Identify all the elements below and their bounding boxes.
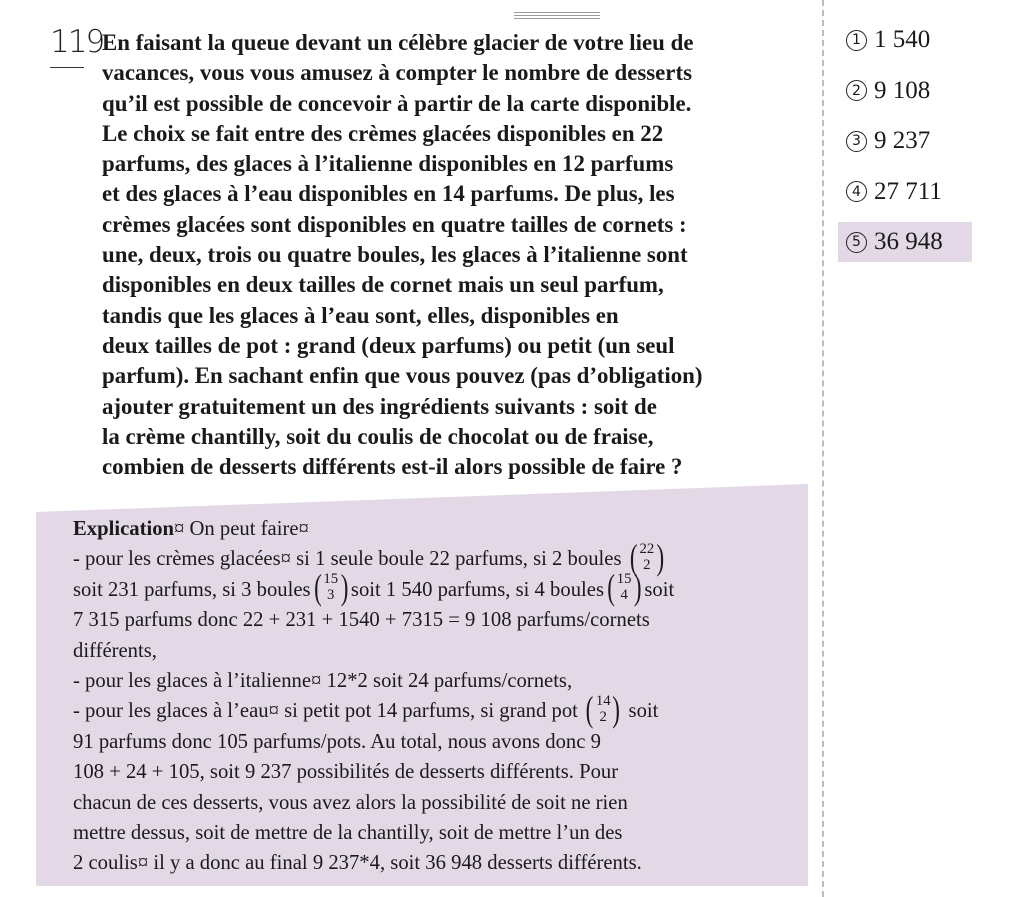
question-line: disponibles en deux tailles de cornet mais un seul parfum, xyxy=(102,272,664,298)
binomial-coefficient: ( 15 3 ) xyxy=(313,566,348,607)
option-number-badge: 5 xyxy=(846,232,867,253)
option-value: 9 237 xyxy=(874,127,931,154)
option-number-badge: 2 xyxy=(846,80,867,101)
explanation-line: 108 + 24 + 105, soit 9 237 possibilités de desserts différents. Pour xyxy=(73,759,619,784)
binomial-coefficient: ( 22 2 ) xyxy=(629,536,664,577)
explanation-line: chacun de ces desserts, vous avez alors la possibilité de soit ne rien xyxy=(73,789,628,814)
question-line: combien de desserts différents est-il alors possible de faire ? xyxy=(102,454,683,480)
question-line: la crème chantilly, soit du coulis de chocolat ou de fraise, xyxy=(102,423,654,449)
explanation-line: - pour les glaces à l’eau¤ si petit pot 14 parfums, si grand pot ( 14 2 ) soit xyxy=(73,688,659,729)
header-ornament xyxy=(514,12,600,21)
question-line: ajouter gratuitement un des ingrédients suivants : soit de xyxy=(102,393,657,419)
question-line: crèmes glacées sont disponibles en quatre tailles de cornets : xyxy=(102,211,687,237)
question-line: qu’il est possible de concevoir à partir de la carte disponible. xyxy=(102,90,692,116)
explanation-line: soit 231 parfums, si 3 boules ( 15 3 ) soit 1 540 parfums, si 4 boules ( 15 4 ) soit xyxy=(73,566,675,607)
option-number-badge: 1 xyxy=(846,30,867,51)
question-line: Le choix se fait entre des crèmes glacées disponibles en 22 xyxy=(102,120,664,146)
question-line: parfum). En sachant enfin que vous pouvez (pas d’obligation) xyxy=(102,363,703,389)
option-value: 27 711 xyxy=(874,177,942,205)
answer-option-3[interactable] xyxy=(838,121,972,161)
binomial-coefficient: ( 15 4 ) xyxy=(607,566,642,607)
option-value: 1 540 xyxy=(874,26,931,53)
explanation-line: différents, xyxy=(73,637,157,662)
explanation-line: - pour les crèmes glacées¤ si 1 seule boule 22 parfums, si 2 boules ( 22 2 ) xyxy=(73,543,801,573)
explanation-line: - pour les glaces à l’italienne¤ 12*2 soit 24 parfums/cornets, xyxy=(73,667,573,692)
explanation-line: 2 coulis¤ il y a donc au final 9 237*4, soit 36 948 desserts différents. xyxy=(73,850,642,875)
answer-choices xyxy=(838,20,972,273)
explanation-line: mettre dessus, soit de mettre de la chantilly, soit de mettre l’un des xyxy=(73,819,623,844)
answer-option-2[interactable] xyxy=(838,71,972,111)
option-number-badge: 4 xyxy=(846,181,867,202)
question-text xyxy=(102,28,822,482)
question-number-underline xyxy=(50,67,84,68)
option-value: 36 948 xyxy=(874,228,943,255)
question-line: deux tailles de pot : grand (deux parfums) ou petit (un seul xyxy=(102,332,675,358)
question-line: et des glaces à l’eau disponibles en 14 parfums. De plus, les xyxy=(102,181,675,207)
question-line: En faisant la queue devant un célèbre glacier de votre lieu de xyxy=(102,30,694,55)
option-number-badge: 3 xyxy=(846,131,867,152)
explanation-line: 7 315 parfums donc 22 + 231 + 1540 + 7315 = 9 108 parfums/cornets xyxy=(73,607,650,632)
question-line: parfums, des glaces à l’italienne disponibles en 12 parfums xyxy=(102,151,674,177)
question-line: tandis que les glaces à l’eau sont, elles, disponibles en xyxy=(102,302,619,328)
explanation-line: 91 parfums donc 105 parfums/pots. Au total, nous avons donc 9 xyxy=(73,728,601,753)
binomial-coefficient: ( 14 2 ) xyxy=(586,688,621,729)
explanation-block xyxy=(73,513,813,878)
explanation-line: Explication¤ On peut faire¤ xyxy=(73,516,309,540)
explanation-label: Explication xyxy=(73,516,175,540)
question-line: vacances, vous vous amusez à compter le nombre de desserts xyxy=(102,60,692,86)
question-number: 119 xyxy=(50,24,104,60)
answer-option-5-correct[interactable] xyxy=(838,222,972,262)
answer-option-1[interactable] xyxy=(838,20,972,60)
column-divider xyxy=(822,0,824,897)
option-value: 9 108 xyxy=(874,76,931,104)
question-line: une, deux, trois ou quatre boules, les glaces à l’italienne sont xyxy=(102,242,688,268)
answer-option-4[interactable] xyxy=(838,172,972,212)
